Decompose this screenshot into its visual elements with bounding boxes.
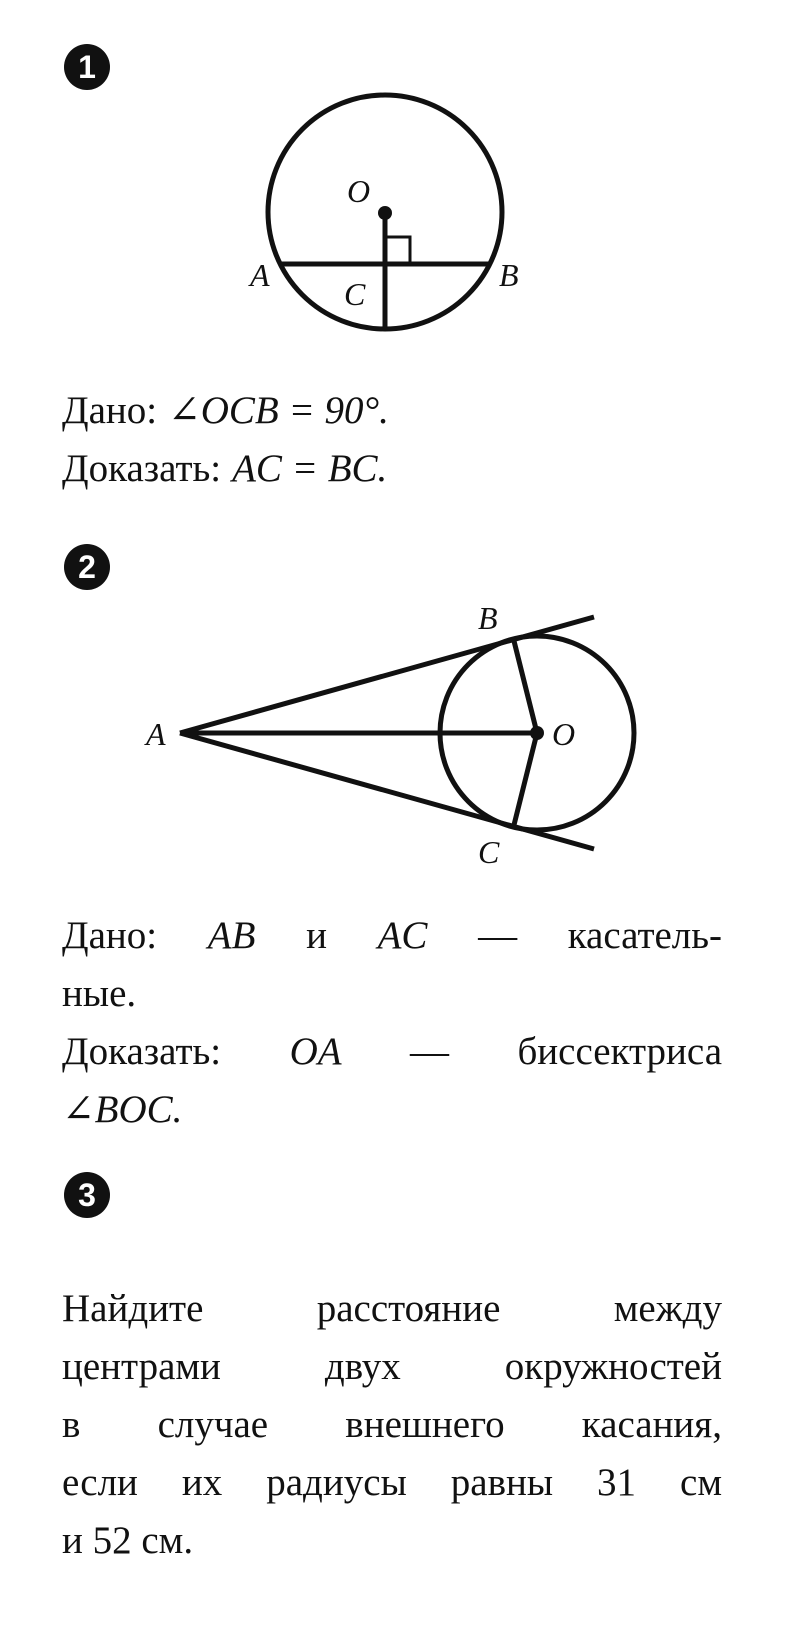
- prove-line-2: [62, 1081, 722, 1139]
- given-line-1: [62, 907, 722, 965]
- given-word-2: ные.: [62, 972, 137, 1015]
- label-b: B: [478, 600, 498, 636]
- prove-line-1: [62, 1023, 722, 1081]
- radius-ob: [513, 637, 537, 733]
- problem-2-text: [62, 907, 722, 1139]
- given-math: ∠OCB = 90°.: [168, 389, 389, 432]
- given-line-2: [62, 965, 722, 1023]
- given-ac: AC: [377, 914, 428, 957]
- text-line-4: если их радиусы равны 31 см: [62, 1461, 722, 1504]
- prove-label: Доказать:: [62, 1030, 222, 1073]
- given-dash: —: [478, 914, 518, 957]
- right-angle-mark: [385, 237, 410, 264]
- center-point: [378, 206, 392, 220]
- prove-dash: —: [410, 1030, 450, 1073]
- label-c: C: [344, 276, 366, 312]
- text-line-5: и 52 см.: [62, 1519, 194, 1562]
- label-o: O: [347, 173, 371, 209]
- given-and: и: [306, 914, 327, 957]
- label-b: B: [499, 257, 519, 293]
- figure-tangents: [0, 595, 788, 895]
- problem-number-badge-1: 1: [64, 44, 110, 90]
- prove-label: Доказать:: [62, 447, 222, 490]
- text-line-3: в случае внешнего касания,: [62, 1403, 722, 1446]
- prove-line: [62, 440, 722, 498]
- problem-number-badge-3: 3: [64, 1172, 110, 1218]
- given-word-1: касатель-: [567, 914, 723, 957]
- radius-oc: [513, 733, 537, 829]
- prove-math: AC = BC.: [232, 447, 388, 490]
- label-a: A: [250, 257, 270, 293]
- given-label: Дано:: [62, 389, 158, 432]
- given-line: [62, 382, 722, 440]
- problem-3-text: [62, 1280, 722, 1570]
- text-line-1: Найдите расстояние между: [62, 1287, 722, 1330]
- given-ab: AB: [207, 914, 256, 957]
- problem-number-badge-2: 2: [64, 544, 110, 590]
- prove-word: биссектриса: [517, 1030, 723, 1073]
- label-o: O: [552, 716, 576, 752]
- given-label: Дано:: [62, 914, 158, 957]
- prove-angle: ∠BOC.: [62, 1088, 183, 1131]
- prove-oa: OA: [289, 1030, 342, 1073]
- center-point: [530, 726, 544, 740]
- problem-1-text: [62, 382, 722, 498]
- text-line-2: центрами двух окружностей: [62, 1345, 722, 1388]
- label-c: C: [478, 834, 500, 870]
- label-a: A: [146, 716, 166, 752]
